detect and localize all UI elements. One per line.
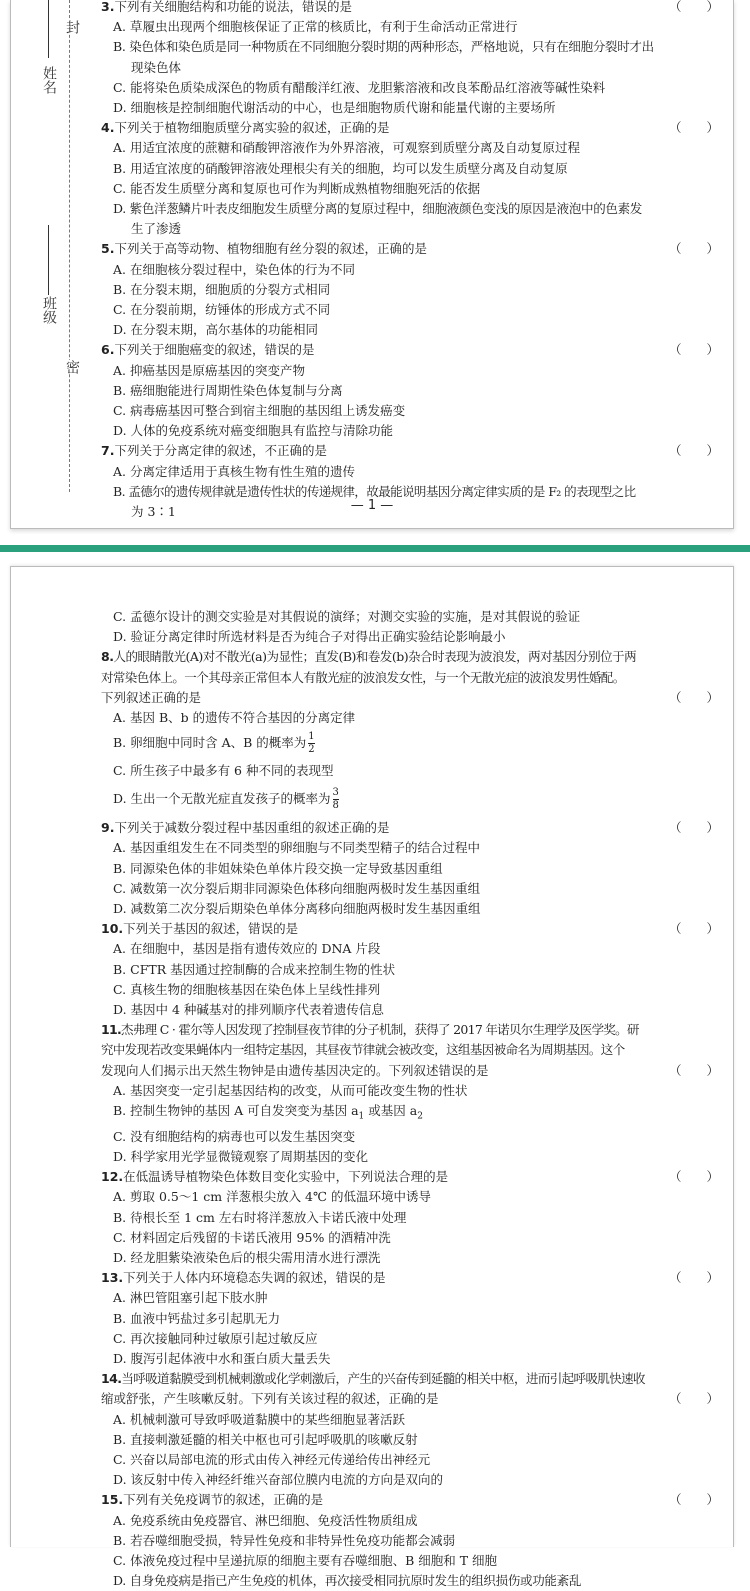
seal-char: 封 xyxy=(64,20,80,34)
option-d: D. 该反射中传入神经纤维兴奋部位膜内电流的方向是双向的 xyxy=(113,1472,444,1488)
option-b-text: B. 控制生物钟的基因 A 可自发突变为基因 a xyxy=(113,1103,359,1119)
option-b xyxy=(101,728,719,758)
question-number: 7. xyxy=(101,443,115,459)
answer-paren: （ ） xyxy=(668,120,719,136)
answer-paren: （ ） xyxy=(668,342,719,358)
question-stem-line: 当呼吸道黏膜受到机械刺激或化学刺激后，产生的兴奋传到延髓的相关中枢，进而引起呼吸肌快速收 xyxy=(121,1371,645,1387)
option-a: A. 基因突变一定引起基因结构的改变，从而可能改变生物的性状 xyxy=(113,1082,468,1098)
question-number: 5. xyxy=(101,241,115,257)
question-stem-line: 对常染色体上。一个其母亲正常但本人有散光症的波浪发女性，与一个无散光症的波浪发男性婚配。 xyxy=(101,669,625,685)
answer-paren: （ ） xyxy=(668,0,719,14)
question-9 xyxy=(101,818,719,919)
option-c: C. 真核生物的细胞核基因在染色体上呈线性排列 xyxy=(113,981,381,997)
page2-questions xyxy=(101,607,719,1591)
fraction xyxy=(333,787,339,812)
question-number: 13. xyxy=(101,1270,124,1286)
fraction-denominator: 2 xyxy=(308,744,315,756)
fraction-denominator: 8 xyxy=(332,800,339,812)
answer-paren: （ ） xyxy=(668,241,719,257)
option-a: A. 在细胞中，基因是指有遗传效应的 DNA 片段 xyxy=(113,941,381,957)
question-8 xyxy=(101,647,719,814)
question-stem: 下列关于植物细胞质壁分离实验的叙述，正确的是 xyxy=(114,120,390,136)
option-c: C. 减数第一次分裂后期非同源染色体移向细胞两极时发生基因重组 xyxy=(113,880,481,896)
option-c: C. 没有细胞结构的病毒也可以发生基因突变 xyxy=(113,1128,356,1144)
question-number: 12. xyxy=(101,1169,124,1185)
question-number: 9. xyxy=(101,820,115,836)
question-6 xyxy=(101,340,719,441)
option-d: D. 自身免疫病是指已产生免疫的机体，再次接受相同抗原时发生的组织损伤或功能紊乱 xyxy=(113,1573,582,1589)
option-c: C. 所生孩子中最多有 6 种不同的表现型 xyxy=(113,763,334,779)
answer-paren: （ ） xyxy=(668,820,719,836)
name-field-line xyxy=(48,0,49,58)
answer-paren: （ ） xyxy=(668,1169,719,1185)
option-b: B. CFTR 基因通过控制酶的合成来控制生物的性状 xyxy=(113,961,396,977)
question-13 xyxy=(101,1268,719,1369)
question-number: 3. xyxy=(101,0,115,14)
subscript: 1 xyxy=(358,1111,365,1122)
binding-margin xyxy=(11,0,103,528)
question-7-continued xyxy=(101,607,719,647)
option-b: B. 孟德尔的遗传规律就是遗传性状的传递规律，故最能说明基因分离定律实质的是 F₂ 的表现型之比 xyxy=(113,483,636,499)
option-b-cont: 为 3∶1 xyxy=(131,504,176,520)
question-stem-line: 人的眼睛散光(A)对不散光(a)为显性；直发(B)和卷发(b)杂合时表现为波浪发，两对基因分别位于两 xyxy=(113,649,637,665)
question-stem-line: 杰弗理 C · 霍尔等人因发现了控制昼夜节律的分子机制，获得了 2017 年诺贝尔生理学及医学奖。研 xyxy=(121,1022,639,1038)
question-10 xyxy=(101,919,719,1020)
question-11 xyxy=(101,1020,719,1167)
question-stem-line: 缩或舒张，产生咳嗽反射。下列有关该过程的叙述，正确的是 xyxy=(101,1391,439,1407)
question-stem-line: 下列叙述正确的是 xyxy=(101,689,202,705)
answer-paren: （ ） xyxy=(668,443,719,459)
option-a: A. 淋巴管阻塞引起下肢水肿 xyxy=(113,1290,268,1306)
question-12 xyxy=(101,1167,719,1268)
answer-paren: （ ） xyxy=(668,689,719,705)
option-d-cont: 生了渗透 xyxy=(131,221,182,237)
option-a: A. 剪取 0.5～1 cm 洋葱根尖放入 4℃ 的低温环境中诱导 xyxy=(113,1189,431,1205)
option-c: C. 在分裂前期，纺锤体的形成方式不同 xyxy=(113,302,331,318)
question-stem: 下列关于分离定律的叙述，不正确的是 xyxy=(114,443,327,459)
question-number: 8. xyxy=(101,649,114,665)
option-b: B. 在分裂末期，细胞质的分裂方式相同 xyxy=(113,281,331,297)
option-d: D. 经龙胆紫染液染色后的根尖需用清水进行漂洗 xyxy=(113,1249,381,1265)
class-label: 班级 xyxy=(41,296,57,324)
question-stem: 下列关于基因的叙述，错误的是 xyxy=(123,921,299,937)
option-d: D. 减数第二次分裂后期染色单体分离移向细胞两极时发生基因重组 xyxy=(113,901,481,917)
option-b: B. 直接刺激延髓的相关中枢也可引起呼吸肌的咳嗽反射 xyxy=(113,1431,418,1447)
option-d: D. 验证分离定律时所选材料是否为纯合子对得出正确实验结论影响最小 xyxy=(113,629,506,645)
option-a: A. 机械刺激可导致呼吸道黏膜中的某些细胞显著活跃 xyxy=(113,1411,405,1427)
question-stem: 下列关于人体内环境稳态失调的叙述，错误的是 xyxy=(123,1270,386,1286)
question-stem-line: 究中发现若改变果蝇体内一组特定基因，其昼夜节律就会被改变，这组基因被命名为周期基因。这个 xyxy=(101,1042,625,1058)
secret-char: 密 xyxy=(64,360,80,374)
binding-line xyxy=(69,0,70,492)
option-d: D. 细胞核是控制细胞代谢活动的中心，也是细胞物质代谢和能量代谢的主要场所 xyxy=(113,100,556,116)
question-stem: 下列有关免疫调节的叙述，正确的是 xyxy=(123,1492,324,1508)
name-label: 姓名 xyxy=(41,66,57,94)
subscript: 2 xyxy=(417,1111,423,1122)
option-d: D. 人体的免疫系统对癌变细胞具有监控与清除功能 xyxy=(113,423,394,439)
page1-questions xyxy=(101,0,719,522)
fraction xyxy=(308,731,314,756)
option-c: C. 孟德尔设计的测交实验是对其假说的演绎；对测交实验的实施，是对其假说的验证 xyxy=(113,609,581,624)
question-14 xyxy=(101,1369,719,1490)
fraction-numerator: 1 xyxy=(308,731,315,743)
question-number: 11. xyxy=(101,1022,122,1038)
option-b xyxy=(101,1101,719,1127)
question-4 xyxy=(101,118,719,239)
question-stem: 下列关于细胞癌变的叙述，错误的是 xyxy=(114,342,315,358)
option-d-text: D. 生出一个无散光症直发孩子的概率为 xyxy=(113,791,331,807)
class-field-line xyxy=(48,225,49,295)
option-d: D. 在分裂末期，高尔基体的功能相同 xyxy=(113,322,319,338)
question-stem: 下列有关细胞结构和功能的说法，错误的是 xyxy=(114,0,352,14)
option-a: A. 在细胞核分裂过程中，染色体的行为不同 xyxy=(113,261,355,277)
question-stem: 下列关于减数分裂过程中基因重组的叙述正确的是 xyxy=(114,820,390,836)
option-a: A. 草履虫出现两个细胞核保证了正常的核质比，有利于生命活动正常进行 xyxy=(113,19,518,35)
option-b: B. 待根长至 1 cm 左右时将洋葱放入卡诺氏液中处理 xyxy=(113,1209,407,1225)
option-b: B. 血液中钙盐过多引起肌无力 xyxy=(113,1310,281,1326)
fraction-numerator: 3 xyxy=(332,787,339,799)
option-c: C. 再次接触同种过敏原引起过敏反应 xyxy=(113,1330,318,1346)
question-number: 14. xyxy=(101,1371,122,1387)
option-b-mid: 或基因 a xyxy=(364,1103,418,1119)
option-a: A. 基因重组发生在不同类型的卵细胞与不同类型精子的结合过程中 xyxy=(113,840,480,856)
exam-page-1 xyxy=(10,0,734,529)
exam-page-2 xyxy=(10,566,734,1589)
answer-paren: （ ） xyxy=(668,1492,719,1508)
question-stem: 在低温诱导植物染色体数目变化实验中，下列说法合理的是 xyxy=(123,1169,449,1185)
option-c: C. 兴奋以局部电流的形式由传入神经元传递给传出神经元 xyxy=(113,1452,431,1468)
option-d xyxy=(101,784,719,814)
option-d: D. 科学家用光学显微镜观察了周期基因的变化 xyxy=(113,1148,369,1164)
option-b: B. 若吞噬细胞受损，特异性免疫和非特异性免疫功能都会减弱 xyxy=(113,1532,456,1548)
option-a: A. 分离定律适用于真核生物有性生殖的遗传 xyxy=(113,463,355,479)
option-a: A. 抑癌基因是原癌基因的突变产物 xyxy=(113,362,305,378)
question-15 xyxy=(101,1490,719,1591)
option-c: C. 体液免疫过程中呈递抗原的细胞主要有吞噬细胞、B 细胞和 T 细胞 xyxy=(113,1553,498,1569)
option-a: A. 基因 B、b 的遗传不符合基因的分离定律 xyxy=(113,710,356,726)
option-c: C. 材料固定后残留的卡诺氏液用 95% 的酒精冲洗 xyxy=(113,1229,391,1245)
option-d: D. 紫色洋葱鳞片叶表皮细胞发生质壁分离的复原过程中，细胞液颜色变浅的原因是液泡中的色素发 xyxy=(113,201,643,217)
page-number: — 1 — xyxy=(350,498,394,513)
answer-paren: （ ） xyxy=(668,1270,719,1286)
question-3 xyxy=(101,0,719,118)
question-number: 6. xyxy=(101,342,115,358)
answer-paren: （ ） xyxy=(668,1391,719,1407)
question-number: 10. xyxy=(101,921,124,937)
option-b-text: B. 卵细胞中同时含 A、B 的概率为 xyxy=(113,735,307,751)
question-5 xyxy=(101,239,719,340)
option-d: D. 基因中 4 种碱基对的排列顺序代表着遗传信息 xyxy=(113,1002,384,1018)
option-a: A. 免疫系统由免疫器官、淋巴细胞、免疫活性物质组成 xyxy=(113,1512,418,1528)
question-number: 15. xyxy=(101,1492,124,1508)
question-number: 4. xyxy=(101,120,115,136)
question-stem: 下列关于高等动物、植物细胞有丝分裂的叙述，正确的是 xyxy=(114,241,427,257)
answer-paren: （ ） xyxy=(668,921,719,937)
option-d: D. 腹泻引起体液中水和蛋白质大量丢失 xyxy=(113,1351,331,1366)
option-b: B. 同源染色体的非姐妹染色单体片段交换一定导致基因重组 xyxy=(113,860,443,876)
option-c: C. 病毒癌基因可整合到宿主细胞的基因组上诱发癌变 xyxy=(113,403,406,419)
answer-paren: （ ） xyxy=(668,1062,719,1078)
option-c: C. 能将染色质染成深色的物质有醋酸洋红液、龙胆紫溶液和改良苯酚品红溶液等碱性染料 xyxy=(113,79,606,95)
option-b: B. 癌细胞能进行周期性染色体复制与分离 xyxy=(113,382,343,398)
option-c: C. 能否发生质壁分离和复原也可作为判断成熟植物细胞死活的依据 xyxy=(113,180,481,196)
option-b-cont: 现染色体 xyxy=(131,59,182,75)
option-b: B. 染色体和染色质是同一种物质在不同细胞分裂时期的两种形态，严格地说，只有在细胞分裂时才出 xyxy=(113,39,654,55)
page-divider-band xyxy=(0,545,750,552)
option-b: B. 用适宜浓度的硝酸钾溶液处理根尖有关的细胞，均可以发生质壁分离及自动复原 xyxy=(113,160,568,176)
question-stem-line: 发现向人们揭示出天然生物钟是由遗传基因决定的。下列叙述错误的是 xyxy=(101,1062,489,1078)
option-a: A. 用适宜浓度的蔗糖和硝酸钾溶液作为外界溶液，可观察到质壁分离及自动复原过程 xyxy=(113,140,580,156)
